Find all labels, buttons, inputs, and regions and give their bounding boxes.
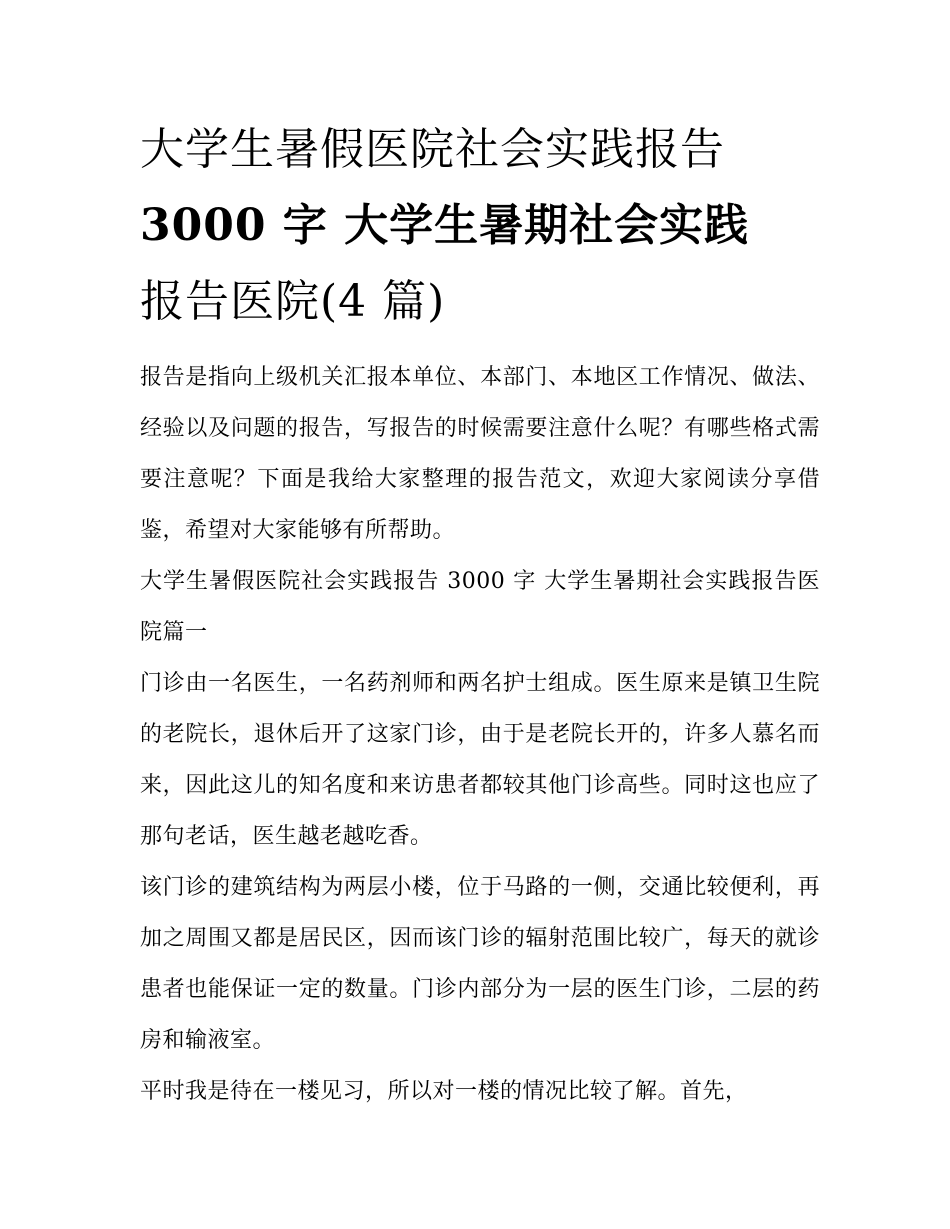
title-line-3: 报告医院(4 篇) (140, 276, 446, 327)
title-line-1: 大学生暑假医院社会实践报告 (140, 124, 725, 175)
body-paragraph-clinic-staff: 门诊由一名医生，一名药剂师和两名护士组成。医生原来是镇卫生院的老院长，退休后开了这家门诊，由于是老院长开的，许多人慕名而来，因此这儿的知名度和来访患者都较其他门诊高些。同时这也应了那句老话，医生越老越吃香。 (140, 671, 820, 849)
section-heading: 大学生暑假医院社会实践报告 3000 字 大学生暑期社会实践报告医院篇一 (140, 569, 820, 645)
document-title (140, 112, 820, 340)
document-body (140, 112, 820, 1117)
body-paragraph-clinic-building: 该门诊的建筑结构为两层小楼，位于马路的一侧，交通比较便利，再加之周围又都是居民区，因而该门诊的辐射范围比较广，每天的就诊患者也能保证一定的数量。门诊内部分为一层的医生门诊，二层的药房和输液室。 (140, 875, 820, 1053)
title-line-2: 3000 字 大学生暑期社会实践 (140, 200, 750, 251)
body-paragraph-first-floor: 平时我是待在一楼见习，所以对一楼的情况比较了解。首先， (140, 1079, 748, 1104)
intro-paragraph: 报告是指向上级机关汇报本单位、本部门、本地区工作情况、做法、经验以及问题的报告，写报告的时候需要注意什么呢？有哪些格式需要注意呢？下面是我给大家整理的报告范文，欢迎大家阅读分享借鉴，希望对大家能够有所帮助。 (140, 365, 820, 543)
